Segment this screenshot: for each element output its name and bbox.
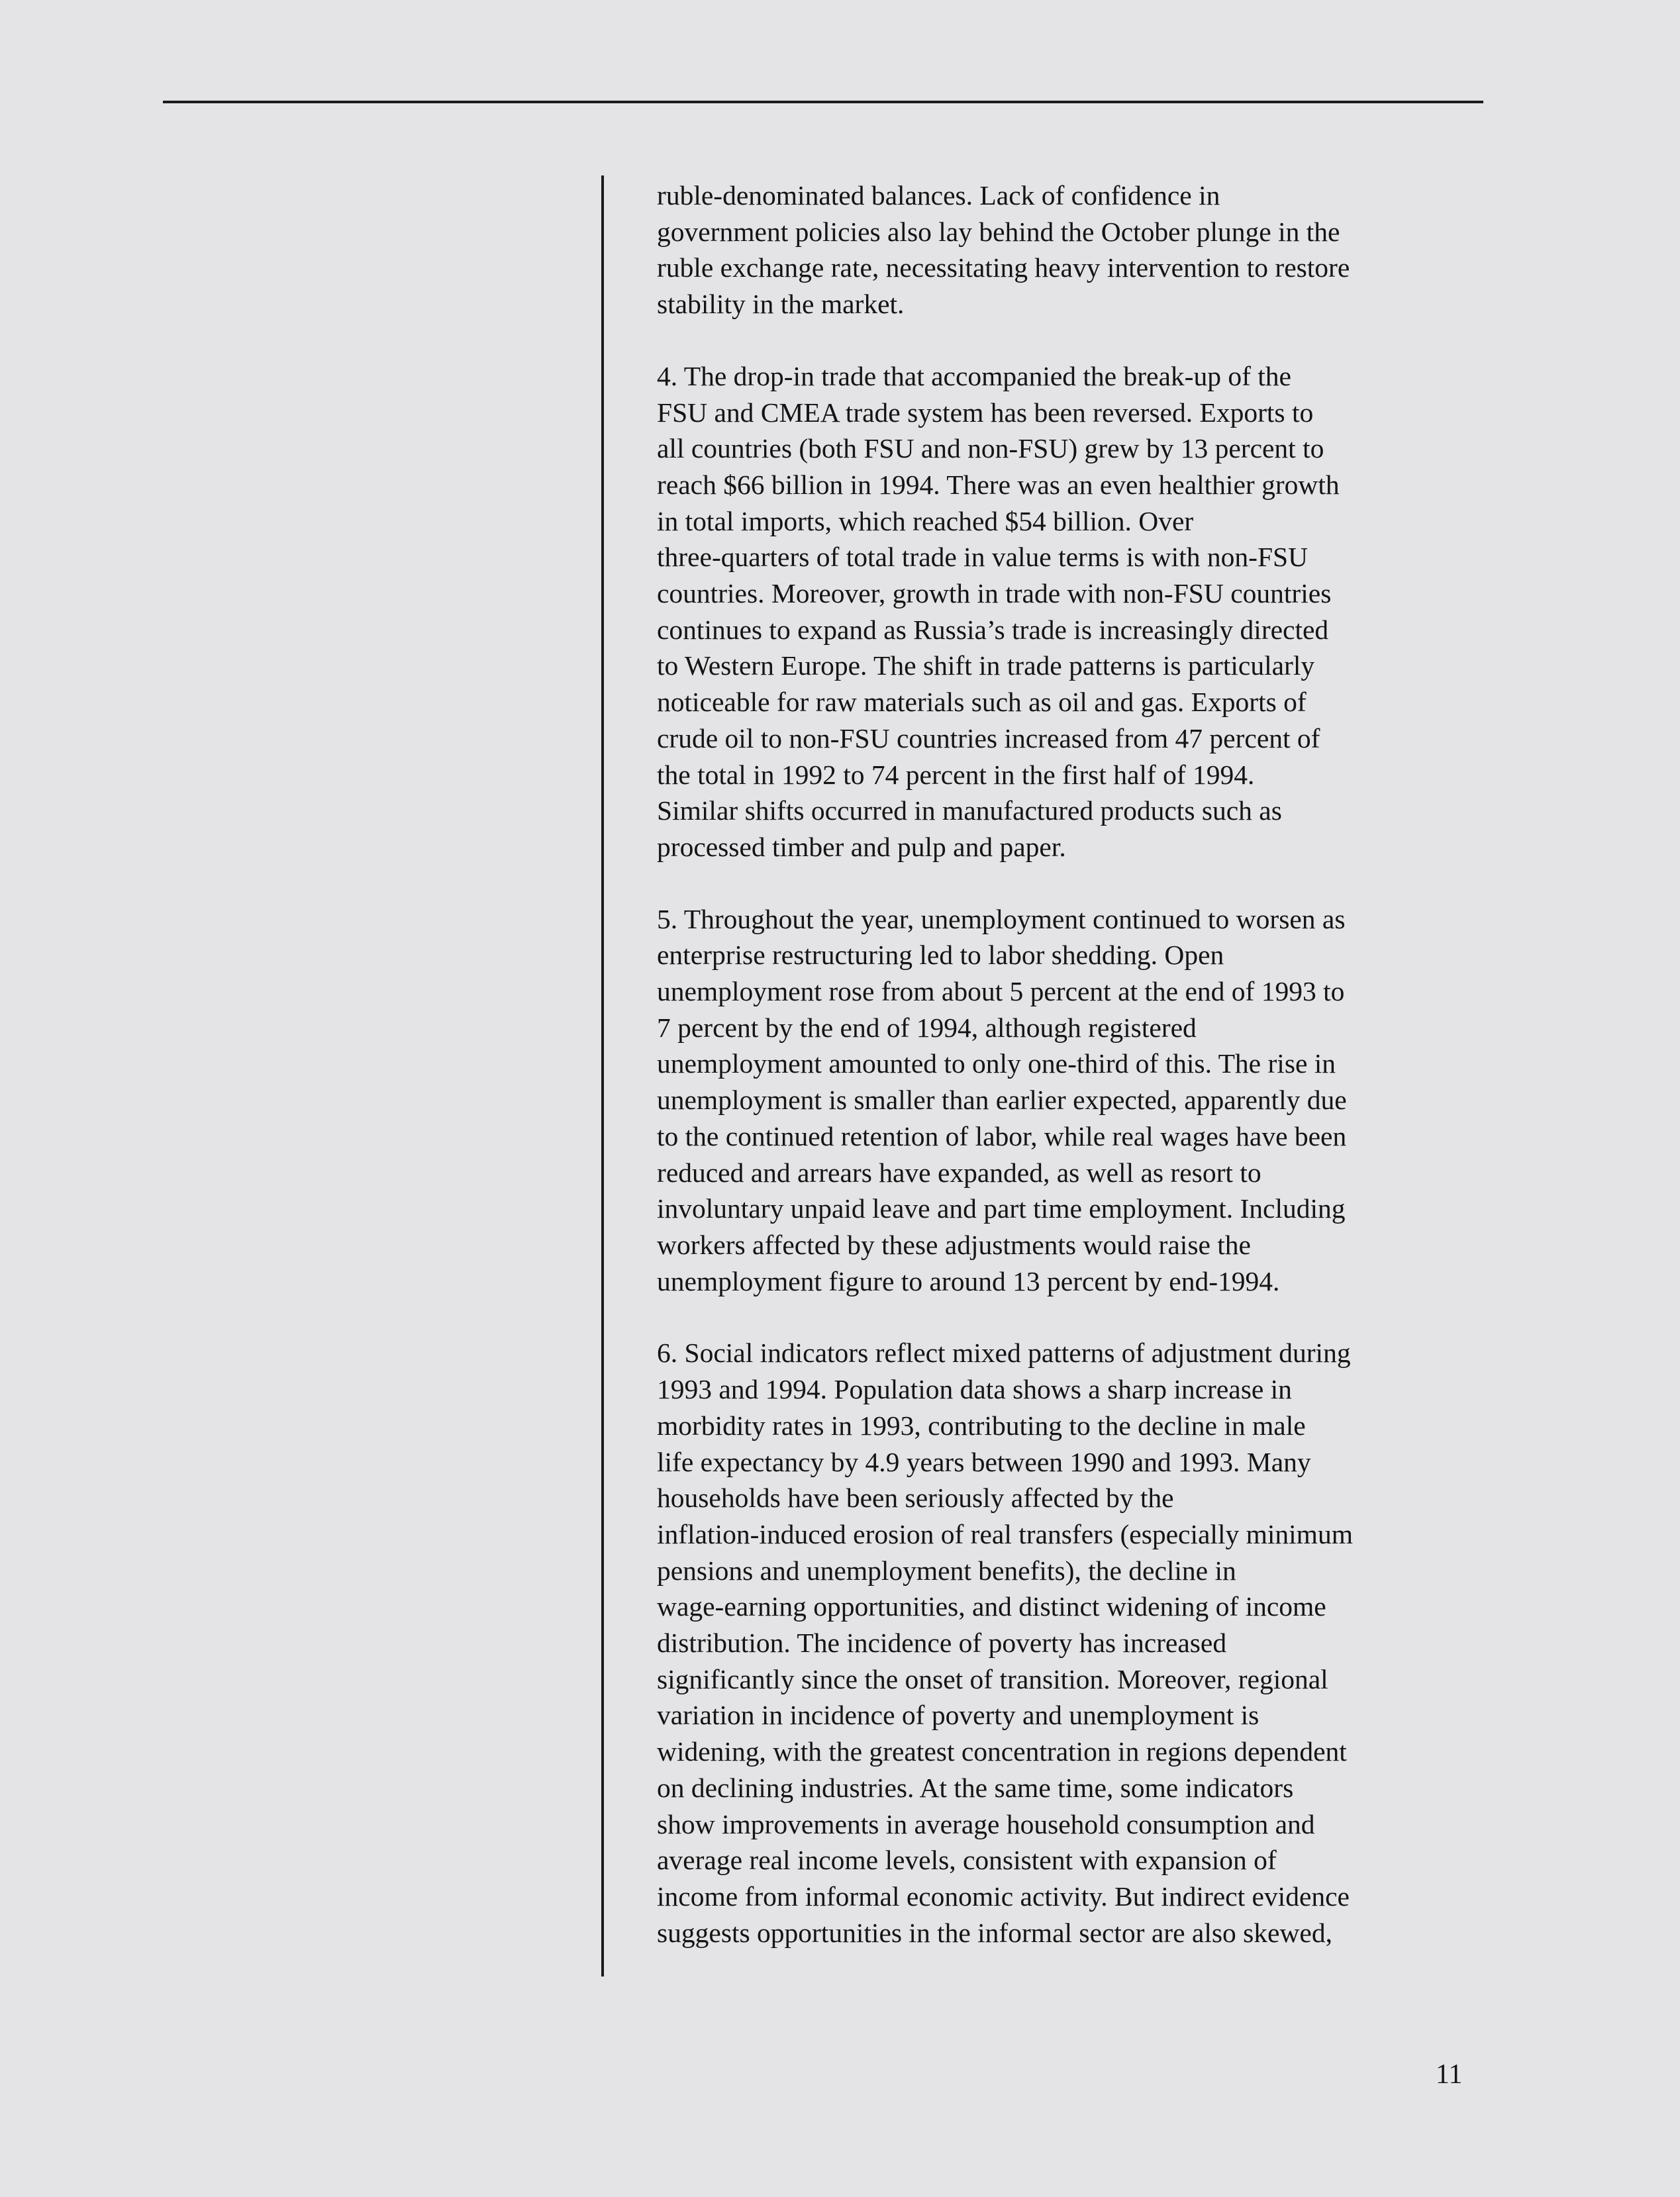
paragraph: [657, 358, 1491, 865]
paragraph: [657, 177, 1491, 322]
text-line: pensions and unemployment benefits), the decline in: [657, 1555, 1236, 1586]
text-line: 7 percent by the end of 1994, although registered: [657, 1012, 1197, 1043]
text-line: average real income levels, consistent with expansion of: [657, 1845, 1277, 1876]
text-line: unemployment rose from about 5 percent at the end of 1993 to: [657, 976, 1345, 1007]
text-line: 5. Throughout the year, unemployment continued to worsen as: [657, 903, 1346, 934]
text-line: noticeable for raw materials such as oil and gas. Exports of: [657, 687, 1307, 718]
text-line: countries. Moreover, growth in trade with non-FSU countries: [657, 578, 1332, 609]
text-line: continues to expand as Russia’s trade is increasingly directed: [657, 614, 1329, 645]
text-line: show improvements in average household consumption and: [657, 1808, 1315, 1839]
text-line: ruble-denominated balances. Lack of confidence in: [657, 180, 1220, 211]
text-line: households have been seriously affected by the: [657, 1483, 1174, 1514]
text-line: stability in the market.: [657, 289, 905, 320]
text-line: unemployment is smaller than earlier expected, apparently due: [657, 1085, 1347, 1116]
text-line: inflation-induced erosion of real transfers (especially minimum: [657, 1518, 1353, 1549]
text-line: widening, with the greatest concentration in regions dependent: [657, 1736, 1347, 1767]
text-line: morbidity rates in 1993, contributing to the decline in male: [657, 1410, 1306, 1441]
text-line: reach $66 billion in 1994. There was an even healthier growth: [657, 469, 1340, 500]
text-line: to the continued retention of labor, while real wages have been: [657, 1120, 1347, 1151]
text-line: 4. The drop-in trade that accompanied the break-up of the: [657, 360, 1291, 391]
paragraph: [657, 1335, 1491, 1951]
text-line: to Western Europe. The shift in trade patterns is particularly: [657, 650, 1315, 681]
text-line: life expectancy by 4.9 years between 1990 and 1993. Many: [657, 1446, 1311, 1477]
header-rule: [163, 101, 1483, 103]
text-line: unemployment amounted to only one-third of this. The rise in: [657, 1048, 1336, 1079]
text-line: processed timber and pulp and paper.: [657, 831, 1066, 862]
text-line: reduced and arrears have expanded, as well as resort to: [657, 1157, 1261, 1188]
text-line: suggests opportunities in the informal sector are also skewed,: [657, 1917, 1332, 1948]
text-line: workers affected by these adjustments would raise the: [657, 1229, 1251, 1260]
text-line: 1993 and 1994. Population data shows a sharp increase in: [657, 1374, 1292, 1405]
text-line: three-quarters of total trade in value terms is with non-FSU: [657, 542, 1309, 573]
text-line: significantly since the onset of transition. Moreover, regional: [657, 1663, 1328, 1694]
text-line: 6. Social indicators reflect mixed patterns of adjustment during: [657, 1338, 1351, 1369]
paragraph: [657, 901, 1491, 1300]
text-line: wage-earning opportunities, and distinct widening of income: [657, 1591, 1326, 1622]
text-line: involuntary unpaid leave and part time employment. Including: [657, 1193, 1346, 1224]
text-line: ruble exchange rate, necessitating heavy intervention to restore: [657, 252, 1350, 283]
text-line: Similar shifts occurred in manufactured products such as: [657, 795, 1282, 826]
text-line: the total in 1992 to 74 percent in the first half of 1994.: [657, 759, 1255, 790]
text-line: crude oil to non-FSU countries increased from 47 percent of: [657, 722, 1320, 754]
page-number: 11: [1436, 2059, 1463, 2090]
text-line: distribution. The incidence of poverty has increased: [657, 1628, 1227, 1659]
text-line: government policies also lay behind the October plunge in the: [657, 216, 1340, 247]
text-line: unemployment figure to around 13 percent by end-1994.: [657, 1265, 1280, 1296]
text-line: enterprise restructuring led to labor shedding. Open: [657, 940, 1224, 971]
column-divider-rule: [601, 175, 604, 1977]
text-line: in total imports, which reached $54 billion. Over: [657, 505, 1194, 536]
text-line: income from informal economic activity. But indirect evidence: [657, 1880, 1350, 1912]
text-line: variation in incidence of poverty and unemployment is: [657, 1700, 1260, 1731]
text-line: all countries (both FSU and non-FSU) grew by 13 percent to: [657, 433, 1324, 464]
text-line: FSU and CMEA trade system has been reversed. Exports to: [657, 397, 1314, 428]
body-text-column: [657, 177, 1491, 1951]
text-line: on declining industries. At the same time, some indicators: [657, 1772, 1294, 1803]
